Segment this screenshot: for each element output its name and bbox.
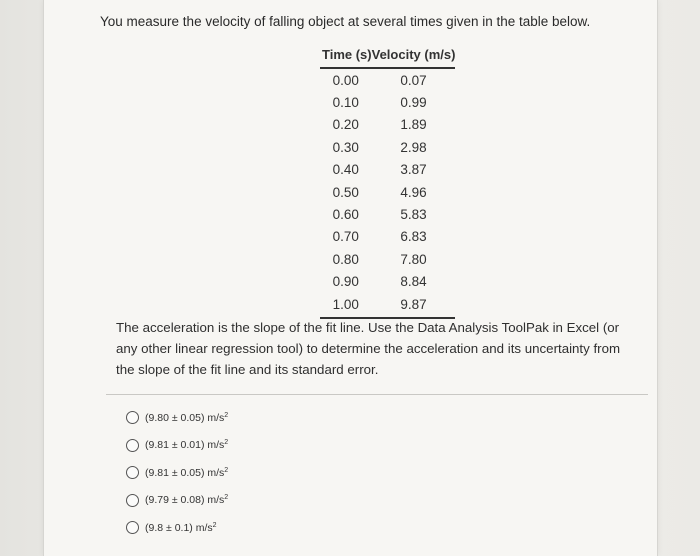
- time-cell: 0.60: [332, 207, 359, 223]
- time-cell: 1.00: [320, 293, 372, 318]
- table-row: [320, 203, 455, 225]
- radio-button[interactable]: [126, 439, 139, 452]
- time-cell: 0.00: [332, 72, 359, 88]
- velocity-cell: 9.87: [372, 293, 456, 318]
- answer-option-4[interactable]: [126, 487, 228, 515]
- answer-option-label: (9.81 ± 0.05) $m/s^2$: [145, 466, 229, 479]
- table-row: [320, 68, 455, 91]
- table-row: [320, 114, 455, 136]
- time-cell: 0.30: [332, 139, 359, 155]
- time-cell: 0.70: [332, 229, 359, 245]
- velocity-cell: 3.87: [400, 162, 427, 178]
- velocity-cell: 2.98: [400, 139, 427, 155]
- time-cell: 0.90: [332, 274, 359, 290]
- question-card: [43, 0, 658, 556]
- column-header-time: Time (s): [320, 44, 372, 68]
- answer-option-label: (9.79 ± 0.08) $m/s^2$: [145, 494, 229, 507]
- velocity-cell: 5.83: [400, 207, 427, 223]
- answer-option-label: (9.80 ± 0.05) $m/s^2$: [145, 411, 229, 424]
- radio-button[interactable]: [126, 521, 139, 534]
- table-row: [320, 271, 455, 293]
- radio-button[interactable]: [126, 466, 139, 479]
- velocity-cell: 0.07: [400, 72, 427, 88]
- answer-option-2[interactable]: [126, 432, 228, 460]
- time-cell: 0.10: [332, 95, 359, 111]
- answer-option-1[interactable]: [126, 404, 228, 432]
- answer-option-3[interactable]: [126, 459, 228, 487]
- table-row: [320, 91, 455, 113]
- radio-button[interactable]: [126, 494, 139, 507]
- velocity-cell: 8.84: [400, 274, 427, 290]
- velocity-cell: 4.96: [400, 184, 427, 200]
- table-row: [320, 136, 455, 158]
- table-row: [320, 293, 455, 318]
- answer-option-label: (9.8 ± 0.1) $m/s^2$: [145, 521, 217, 534]
- time-cell: 0.20: [332, 117, 359, 133]
- question-text: You measure the velocity of falling object at several times given in the table below.: [100, 14, 591, 29]
- data-table: [320, 44, 455, 319]
- table-header-row: [320, 44, 455, 68]
- divider: [106, 394, 648, 395]
- instructions-text: The acceleration is the slope of the fit line. Use the Data Analysis ToolPak in Excel (or any other linear regression tool) to determine the acceleration and its uncertainty from the slope of the fit line and its standard error.: [116, 320, 621, 377]
- velocity-cell: 0.99: [400, 95, 427, 111]
- time-cell: 0.40: [332, 162, 359, 178]
- velocity-cell: 1.89: [400, 117, 427, 133]
- time-cell: 0.80: [332, 251, 359, 267]
- time-cell: 0.50: [332, 184, 359, 200]
- table-row: [320, 181, 455, 203]
- answer-options: [126, 404, 228, 542]
- velocity-cell: 7.80: [400, 251, 427, 267]
- velocity-cell: 6.83: [400, 229, 427, 245]
- table-row: [320, 226, 455, 248]
- radio-button[interactable]: [126, 411, 139, 424]
- answer-option-5[interactable]: [126, 514, 228, 542]
- table-row: [320, 159, 455, 181]
- column-header-velocity: Velocity (m/s): [372, 44, 456, 68]
- table-row: [320, 248, 455, 270]
- answer-option-label: (9.81 ± 0.01) $m/s^2$: [145, 439, 229, 452]
